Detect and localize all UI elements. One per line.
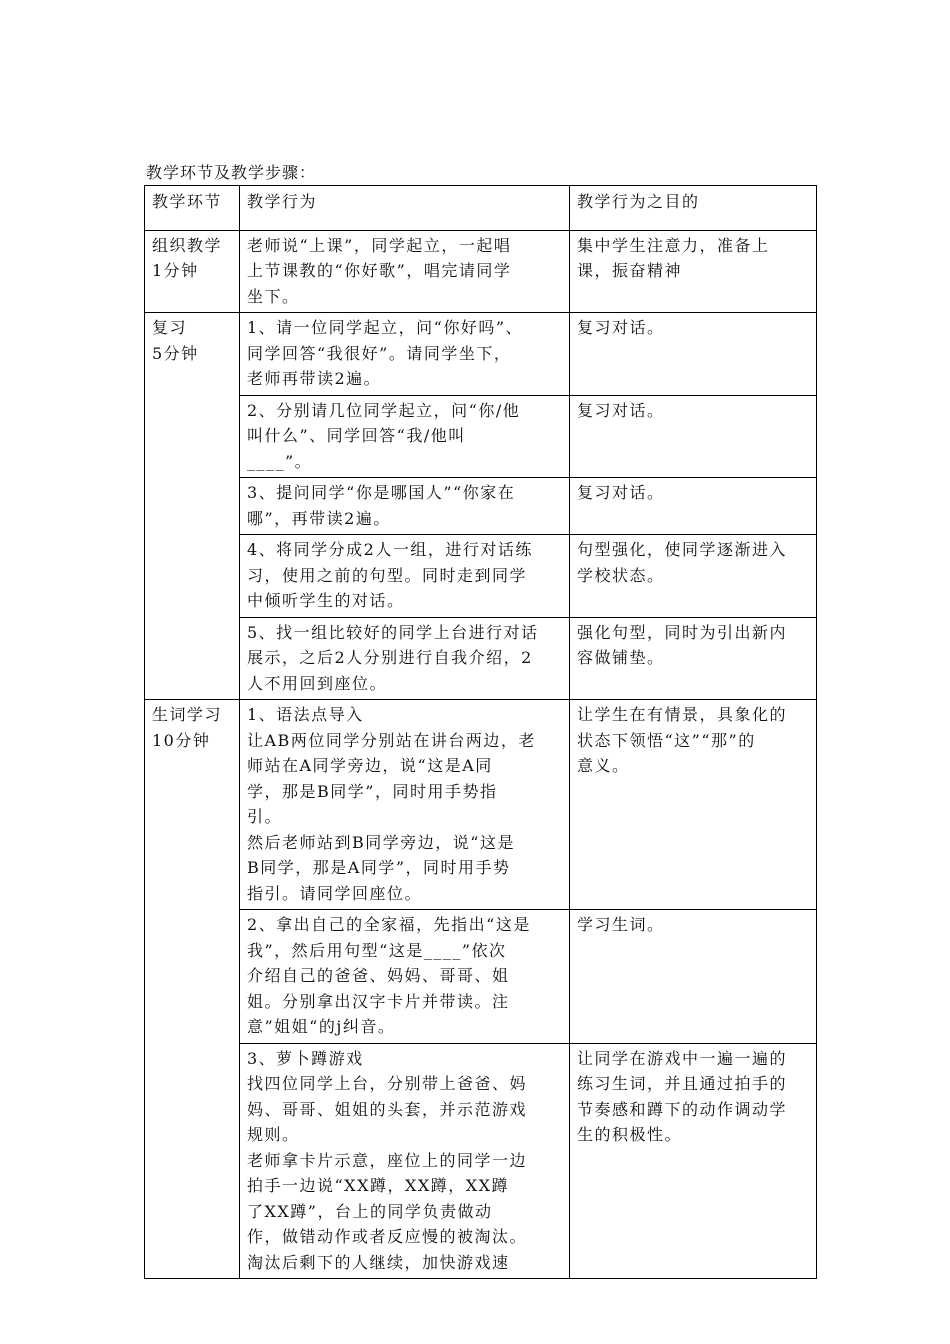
action-text: 1、语法点导入 <box>247 705 364 724</box>
purpose-cell <box>570 700 817 910</box>
purpose-cell <box>570 478 817 535</box>
purpose-cell <box>570 535 817 618</box>
table-body <box>145 230 817 1279</box>
action-cell <box>240 910 570 1044</box>
table-row <box>145 230 817 313</box>
action-text: 我”，然后用句型“这是____”依次 <box>247 940 507 960</box>
action-text: 老师再带读2遍。 <box>247 369 382 388</box>
table-row <box>145 395 817 478</box>
purpose-text: 课，振奋精神 <box>577 261 683 280</box>
action-text: ____”。 <box>247 451 313 471</box>
stage-text: 组织教学 <box>152 235 223 255</box>
action-cell <box>240 535 570 618</box>
action-text: 4、将同学分成2人一组，进行对话练 <box>247 540 533 559</box>
action-text: 2、拿出自己的全家福，先指出“这是 <box>247 915 531 934</box>
purpose-cell <box>570 617 817 700</box>
action-text: 找四位同学上台，分别带上爸爸、妈 <box>247 1074 528 1093</box>
purpose-text: 让学生在有情景，具象化的 <box>577 705 788 724</box>
action-text: 拍手一边说“XX蹲，XX蹲，XX蹲 <box>247 1176 510 1195</box>
stage-cell <box>145 700 240 1279</box>
purpose-text: 学校状态。 <box>577 565 665 585</box>
header-stage: 教学环节 <box>145 186 240 231</box>
purpose-text: 句型强化，使同学逐渐进入 <box>577 540 788 559</box>
table-row <box>145 700 817 910</box>
action-text: 指引。请同学回座位。 <box>247 883 423 903</box>
stage-cell <box>145 230 240 313</box>
action-text: 妈、哥哥、姐姐的头套，并示范游戏 <box>247 1099 528 1119</box>
action-text: 让AB两位同学分别站在讲台两边，老 <box>247 730 536 750</box>
action-text: 中倾听学生的对话。 <box>247 591 405 610</box>
stage-text: 生词学习 <box>152 705 223 724</box>
action-text: 3、提问同学“你是哪国人”“你家在 <box>247 483 516 502</box>
action-text: B同学，那是A同学”，同时用手势 <box>247 858 511 877</box>
action-text: 坐下。 <box>247 286 300 306</box>
purpose-text: 让同学在游戏中一遍一遍的 <box>577 1048 788 1068</box>
page-heading: 教学环节及教学步骤： <box>146 163 317 182</box>
action-text: 1、请一位同学起立，问“你好吗”、 <box>247 318 524 337</box>
purpose-text: 学习生词。 <box>577 915 665 934</box>
header-action: 教学行为 <box>240 186 570 231</box>
action-text: 学，那是B同学”，同时用手势指 <box>247 781 498 801</box>
purpose-text: 复习对话。 <box>577 483 665 502</box>
table-row <box>145 478 817 535</box>
action-text: 作，做错动作或者反应慢的被淘汰。 <box>247 1227 528 1246</box>
action-text: 引。 <box>247 807 283 826</box>
action-cell <box>240 1043 570 1279</box>
purpose-cell <box>570 395 817 478</box>
action-text: 2、分别请几位同学起立，问“你/他 <box>247 400 521 420</box>
action-text: 介绍自己的爸爸、妈妈、哥哥、姐 <box>247 966 510 985</box>
action-text: 姐。分别拿出汉字卡片并带读。注 <box>247 991 510 1011</box>
purpose-text: 生的积极性。 <box>577 1125 683 1144</box>
action-text: 人不用回到座位。 <box>247 673 388 693</box>
action-text: 3、萝卜蹲游戏 <box>247 1048 364 1068</box>
purpose-cell <box>570 1043 817 1279</box>
action-text: 然后老师站到B同学旁边，说“这是 <box>247 832 515 852</box>
action-text: 老师说“上课”，同学起立，一起唱 <box>247 235 512 255</box>
purpose-text: 状态下领悟“这”“那”的 <box>577 730 756 750</box>
action-cell <box>240 700 570 910</box>
purpose-text: 强化句型，同时为引出新内 <box>577 622 788 642</box>
action-cell <box>240 478 570 535</box>
action-text: 叫什么”、同学回答“我/他叫 <box>247 426 466 445</box>
action-text: 上节课教的“你好歌”，唱完请同学 <box>247 261 512 280</box>
stage-text: 1分钟 <box>152 261 199 280</box>
table-row <box>145 1043 817 1279</box>
stage-text: 10分钟 <box>152 730 211 750</box>
purpose-text: 集中学生注意力，准备上 <box>577 235 770 255</box>
action-text: 师站在A同学旁边，说“这是A同 <box>247 756 493 775</box>
action-text: 展示，之后2人分别进行自我介绍，2 <box>247 648 533 667</box>
action-text: 老师拿卡片示意，座位上的同学一边 <box>247 1150 528 1170</box>
action-text: 意”姐姐“的j纠音。 <box>247 1017 396 1036</box>
action-cell <box>240 617 570 700</box>
action-text: 淘汰后剩下的人继续，加快游戏速 <box>247 1252 510 1272</box>
purpose-cell <box>570 230 817 313</box>
table-header-row <box>145 186 817 231</box>
stage-text: 5分钟 <box>152 343 199 363</box>
action-text: 5、找一组比较好的同学上台进行对话 <box>247 622 539 642</box>
action-text: 规则。 <box>247 1125 300 1144</box>
action-cell <box>240 395 570 478</box>
action-text: 同学回答“我很好”。请同学坐下， <box>247 343 512 363</box>
purpose-text: 节奏感和蹲下的动作调动学 <box>577 1099 788 1119</box>
table-row <box>145 910 817 1044</box>
purpose-text: 练习生词，并且通过拍手的 <box>577 1074 788 1093</box>
table-row <box>145 535 817 618</box>
action-text: 习，使用之前的句型。同时走到同学 <box>247 565 528 585</box>
stage-text: 复习 <box>152 318 188 337</box>
action-cell <box>240 230 570 313</box>
table-row <box>145 313 817 396</box>
table-row <box>145 617 817 700</box>
purpose-cell <box>570 313 817 396</box>
teaching-plan-table <box>144 185 817 1279</box>
purpose-text: 复习对话。 <box>577 318 665 337</box>
action-text: 了XX蹲”，台上的同学负责做动 <box>247 1201 493 1221</box>
purpose-text: 意义。 <box>577 756 630 775</box>
purpose-text: 容做铺垫。 <box>577 648 665 667</box>
purpose-text: 复习对话。 <box>577 400 665 420</box>
purpose-cell <box>570 910 817 1044</box>
action-cell <box>240 313 570 396</box>
stage-cell <box>145 313 240 700</box>
action-text: 哪”，再带读2遍。 <box>247 508 391 528</box>
header-purpose: 教学行为之目的 <box>570 186 817 231</box>
